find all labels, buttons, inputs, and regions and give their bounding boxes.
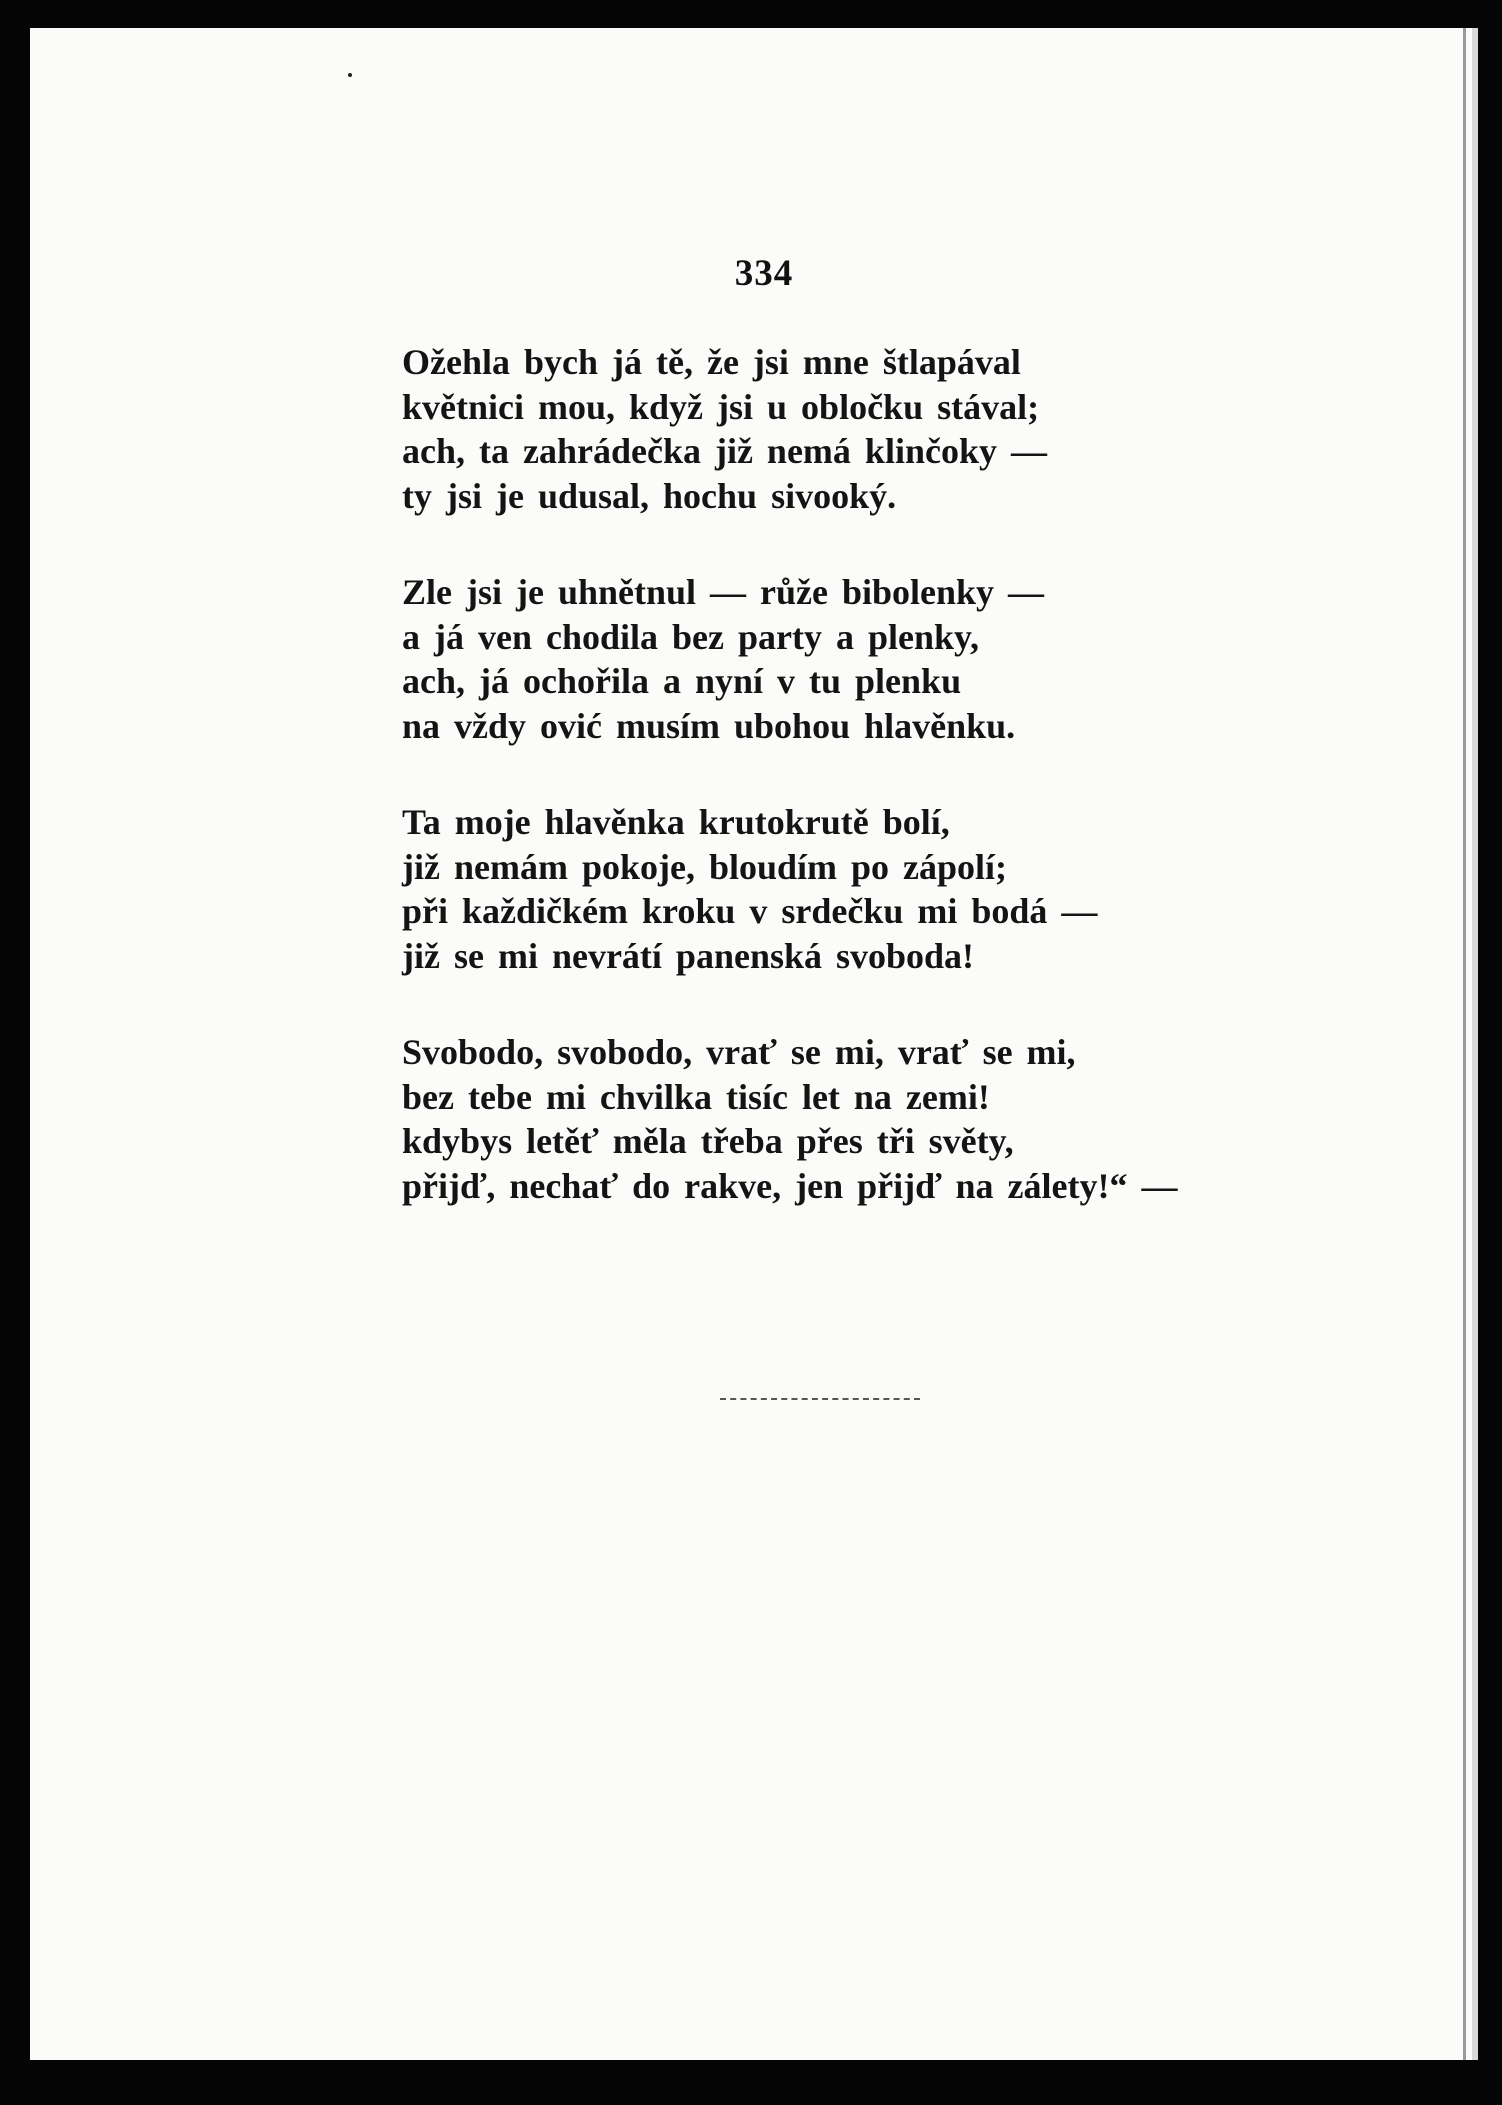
stanza-3 (402, 800, 1302, 978)
page-edge-shadow (1463, 28, 1466, 2060)
verse-line: již se mi nevrátí panenská svoboda! (402, 935, 975, 976)
verse-line: Svobodo, svobodo, vrať se mi, vrať se mi, (402, 1032, 1076, 1072)
page-number: 334 (734, 253, 794, 294)
stanza-2 (402, 570, 1302, 748)
stanza-1 (402, 340, 1302, 518)
book-page (30, 28, 1478, 2060)
verse-line: květnici mou, když jsi u obločku stával; (402, 386, 1040, 427)
verse-line: Ožehla bych já tě, že jsi mne štlapával (402, 342, 1021, 382)
poem-text (402, 340, 1302, 1260)
verse-line: kdybys letěť měla třeba přes tři světy, (402, 1121, 1014, 1161)
verse-line: na vždy ović musím ubohou hlavěnku. (402, 705, 1016, 746)
verse-line: Ta moje hlavěnka krutokrutě bolí, (402, 802, 950, 842)
verse-line: ach, já ochořila a nyní v tu plenku (402, 661, 962, 701)
verse-line: a já ven chodila bez party a plenky, (402, 616, 980, 657)
verse-line: ach, ta zahrádečka již nemá klinčoky — (402, 431, 1047, 471)
verse-line: Zle jsi je uhnětnul — růže bibolenky — (402, 572, 1045, 612)
verse-line: ty jsi je udusal, hochu sivooký. (402, 475, 897, 516)
stanza-4 (402, 1030, 1302, 1208)
verse-line: přijď, nechať do rakve, jen přijď na zálety!“ — (402, 1165, 1178, 1206)
end-divider-rule (720, 1398, 920, 1400)
verse-line: bez tebe mi chvilka tisíc let na zemi! (402, 1076, 990, 1117)
dust-speck (348, 73, 352, 77)
verse-line: již nemám pokoje, bloudím po zápolí; (402, 846, 1008, 887)
verse-line: při každičkém kroku v srdečku mi bodá — (402, 891, 1098, 931)
